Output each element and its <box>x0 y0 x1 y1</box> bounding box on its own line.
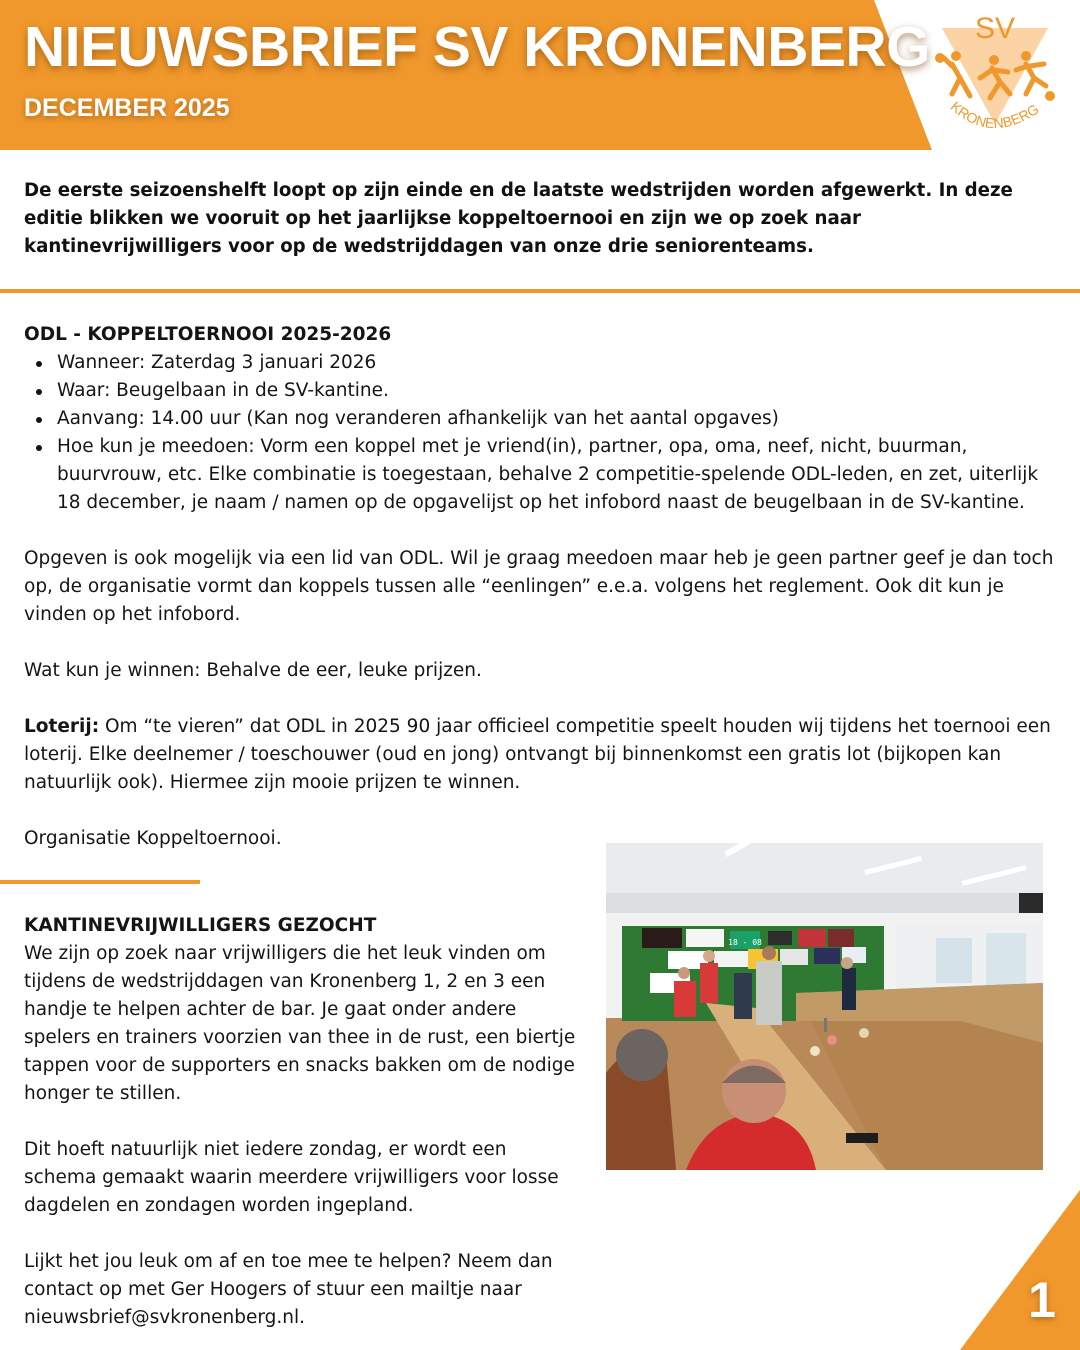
winnen-paragraph: Wat kun je winnen: Behalve de eer, leuke prijzen. <box>24 660 482 681</box>
sv-kronenberg-logo-icon <box>930 6 1060 146</box>
opgeven-paragraph: Opgeven is ook mogelijk via een lid van ODL. Wil je graag meedoen maar heb je geen partner geef je dan toch op, de organisatie vormt dan koppels tussen alle “eenlingen” e.e.a. volgens het reglement. Ook dit kun je vinden op het infobord. <box>24 548 1054 625</box>
loterij-label: Loterij: <box>24 716 100 737</box>
vrijwilligers-heading: KANTINEVRIJWILLIGERS GEZOCHT <box>24 915 377 936</box>
intro-paragraph: De eerste seizoenshelft loopt op zijn einde en de laatste wedstrijden worden afgewerkt. In deze editie blikken we vooruit op het jaarlijkse koppeltoernooi en zijn we op zoek naar kantinevrijwilligers voor op de wedstrijddagen van onze drie seniorenteams. <box>24 180 1013 257</box>
logo-kronenberg-text: KRONENBERG <box>947 98 1042 132</box>
svg-text:18 - 08: 18 - 08 <box>728 938 762 947</box>
newsletter-date: DECEMBER 2025 <box>24 94 230 122</box>
koppeltoernooi-section <box>24 321 1054 853</box>
vrijwilligers-paragraph-3: Lijkt het jou leuk om af en toe mee te helpen? Neem dan contact op met Ger Hoogers of stuur een mailtje naar nieuwsbrief@svkronenberg.nl. <box>24 1251 553 1328</box>
vrijwilligers-paragraph-1: We zijn op zoek naar vrijwilligers die het leuk vinden om tijdens de wedstrijddagen van Kronenberg 1, 2 en 3 een handje te helpen achter de bar. Je gaat onder andere spelers en trainers voorzien van thee in de rust, een biertje tappen voor de supporters en snacks bakken om de nodige honger te stillen. <box>24 943 576 1104</box>
loterij-paragraph <box>24 713 1054 797</box>
photo-illustration <box>606 843 1043 1170</box>
section-divider <box>0 289 1080 293</box>
loterij-text: Om “te vieren” dat ODL in 2025 90 jaar officieel competitie speelt houden wij tijdens het toernooi een loterij. Elke deelnemer / toeschouwer (oud en jong) ontvangt bij binnenkomst een gratis lot (bijkopen kan natuurlijk ook). Hiermee zijn mooie prijzen te winnen. <box>24 716 1051 793</box>
vrijwilligers-section <box>24 912 584 1332</box>
newsletter-title: NIEUWSBRIEF SV KRONENBERG <box>24 15 930 79</box>
section-divider-short <box>0 880 200 884</box>
page-number: 1 <box>1028 1272 1056 1328</box>
list-item-hoe-meedoen: Hoe kun je meedoen: Vorm een koppel met je vriend(in), partner, opa, oma, neef, nicht, buurman, buurvrouw, etc. Elke combinatie is toegestaan, behalve 2 competitie-spelende ODL-leden, en zet, uiterlijk 18 december, je naam / namen op de opgavelijst op het infobord naast de beugelbaan in de SV-kantine. <box>34 433 1054 517</box>
signature: Organisatie Koppeltoernooi. <box>24 828 282 849</box>
koppeltoernooi-heading: ODL - KOPPELTOERNOOI 2025-2026 <box>24 324 392 345</box>
logo-sv-text: SV <box>974 12 1016 45</box>
list-item-wanneer: Wanneer: Zaterdag 3 januari 2026 <box>34 349 1054 377</box>
player-figure-icon <box>1016 51 1055 101</box>
beugelbaan-photo <box>606 843 1043 1170</box>
list-item-aanvang: Aanvang: 14.00 uur (Kan nog veranderen afhankelijk van het aantal opgaves) <box>34 405 1054 433</box>
koppeltoernooi-details-list <box>34 349 1054 517</box>
list-item-waar: Waar: Beugelbaan in de SV-kantine. <box>34 377 1054 405</box>
vrijwilligers-paragraph-2: Dit hoeft natuurlijk niet iedere zondag, er wordt een schema gemaakt waarin meerdere vrijwilligers voor losse dagdelen en zondagen worden ingepland. <box>24 1139 559 1216</box>
